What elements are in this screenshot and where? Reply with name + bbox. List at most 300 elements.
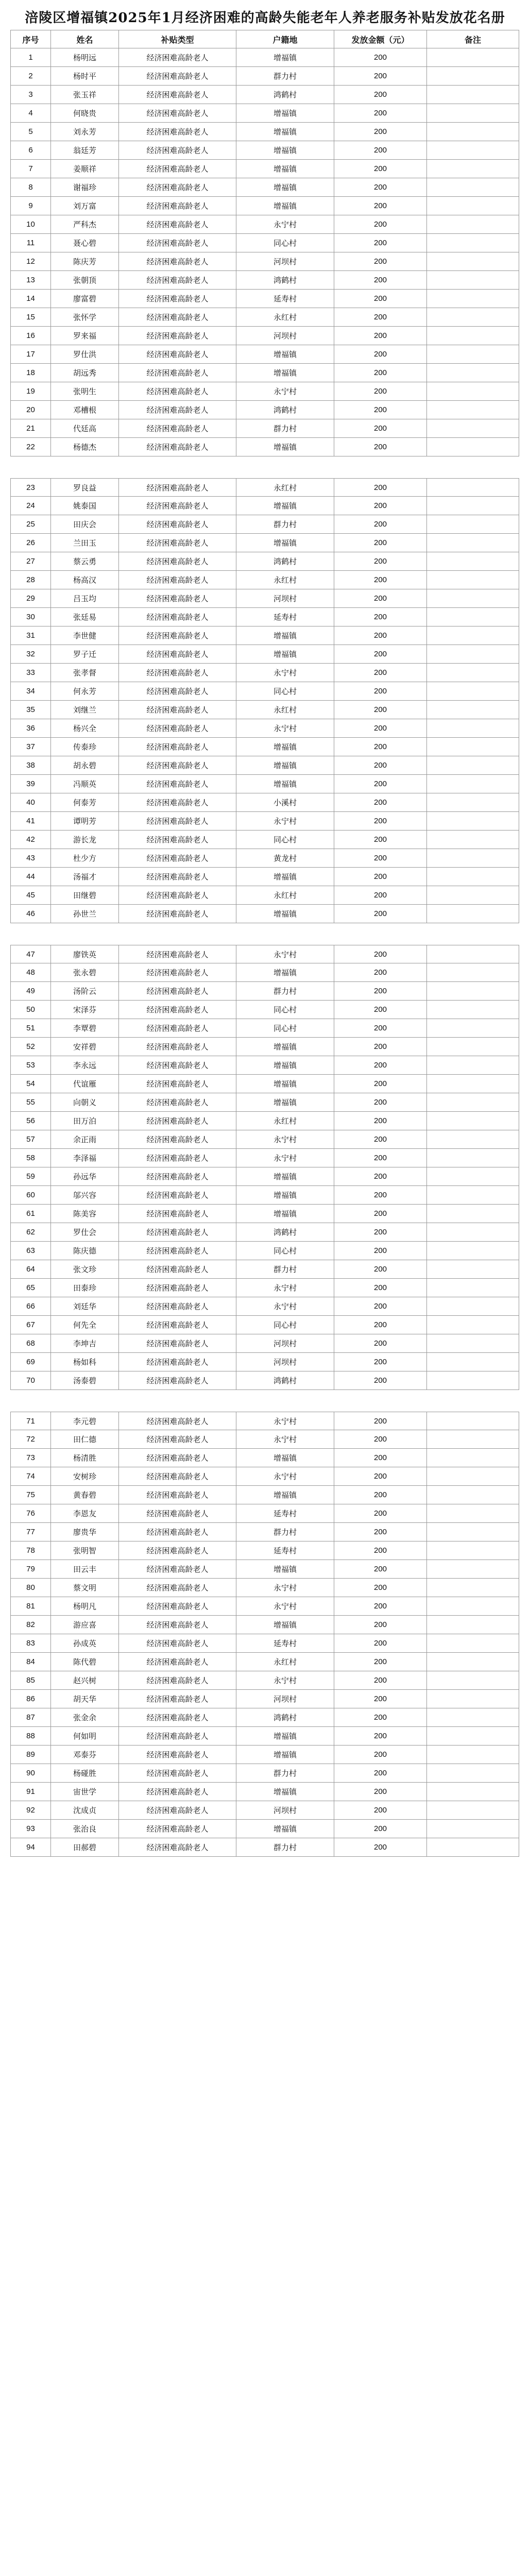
cell-amount: 200	[334, 1727, 426, 1745]
table-row	[10, 682, 519, 701]
cell-subsidy-type: 经济困难高龄老人	[118, 104, 236, 122]
cell-residence: 增福镇	[236, 868, 334, 886]
cell-name: 沈成贞	[50, 1801, 118, 1819]
cell-index: 47	[10, 945, 50, 963]
cell-name: 何永芳	[50, 682, 118, 700]
cell-amount: 200	[334, 1093, 426, 1111]
cell-amount: 200	[334, 345, 426, 363]
table-row	[10, 1130, 519, 1149]
cell-name: 聂心碧	[50, 234, 118, 252]
cell-subsidy-type: 经济困难高龄老人	[118, 1019, 236, 1037]
cell-amount: 200	[334, 197, 426, 215]
cell-index: 33	[10, 664, 50, 682]
cell-remarks	[426, 793, 519, 811]
cell-index: 8	[10, 178, 50, 196]
cell-remarks	[426, 48, 519, 66]
cell-residence: 增福镇	[236, 738, 334, 756]
table-row	[10, 793, 519, 812]
cell-index: 31	[10, 626, 50, 645]
cell-subsidy-type: 经济困难高龄老人	[118, 1634, 236, 1652]
table-row	[10, 234, 519, 252]
table-row	[10, 197, 519, 215]
cell-amount: 200	[334, 1653, 426, 1671]
cell-name: 胡天华	[50, 1690, 118, 1708]
cell-name: 汤阶云	[50, 982, 118, 1000]
cell-residence: 增福镇	[236, 1205, 334, 1223]
cell-remarks	[426, 197, 519, 215]
cell-name: 廖富碧	[50, 290, 118, 308]
table-row	[10, 1430, 519, 1449]
cell-index: 12	[10, 252, 50, 270]
cell-remarks	[426, 1690, 519, 1708]
cell-index: 13	[10, 271, 50, 289]
cell-remarks	[426, 1075, 519, 1093]
cell-remarks	[426, 104, 519, 122]
cell-subsidy-type: 经济困难高龄老人	[118, 1167, 236, 1185]
cell-name: 杨兴全	[50, 719, 118, 737]
cell-name: 邬兴容	[50, 1186, 118, 1204]
cell-amount: 200	[334, 1412, 426, 1430]
cell-subsidy-type: 经济困难高龄老人	[118, 1056, 236, 1074]
cell-remarks	[426, 497, 519, 515]
cell-subsidy-type: 经济困难高龄老人	[118, 1486, 236, 1504]
cell-remarks	[426, 1167, 519, 1185]
cell-name: 孙远华	[50, 1167, 118, 1185]
cell-index: 10	[10, 215, 50, 233]
cell-name: 刘万富	[50, 197, 118, 215]
table-row	[10, 1093, 519, 1112]
cell-subsidy-type: 经济困难高龄老人	[118, 775, 236, 793]
cell-amount: 200	[334, 438, 426, 456]
table-row	[10, 1764, 519, 1783]
cell-remarks	[426, 1093, 519, 1111]
cell-remarks	[426, 479, 519, 496]
cell-name: 赵兴树	[50, 1671, 118, 1689]
table-row	[10, 905, 519, 923]
cell-index: 90	[10, 1764, 50, 1782]
table-row	[10, 160, 519, 178]
cell-index: 28	[10, 571, 50, 589]
table-row	[10, 1056, 519, 1075]
cell-index: 89	[10, 1745, 50, 1764]
cell-index: 62	[10, 1223, 50, 1241]
cell-subsidy-type: 经济困难高龄老人	[118, 290, 236, 308]
cell-amount: 200	[334, 1260, 426, 1278]
cell-subsidy-type: 经济困难高龄老人	[118, 401, 236, 419]
cell-subsidy-type: 经济困难高龄老人	[118, 234, 236, 252]
cell-remarks	[426, 1523, 519, 1541]
cell-residence: 增福镇	[236, 963, 334, 981]
cell-index: 60	[10, 1186, 50, 1204]
cell-name: 孙世兰	[50, 905, 118, 923]
header-subsidy-type: 补贴类型	[118, 30, 236, 48]
header-name: 姓名	[50, 30, 118, 48]
cell-name: 游长龙	[50, 831, 118, 849]
cell-residence: 永宁村	[236, 1579, 334, 1597]
table-row	[10, 327, 519, 345]
cell-residence: 增福镇	[236, 534, 334, 552]
cell-subsidy-type: 经济困难高龄老人	[118, 160, 236, 178]
cell-residence: 黄龙村	[236, 849, 334, 867]
cell-index: 85	[10, 1671, 50, 1689]
roster-table	[10, 30, 519, 1857]
cell-remarks	[426, 775, 519, 793]
cell-remarks	[426, 1579, 519, 1597]
cell-subsidy-type: 经济困难高龄老人	[118, 197, 236, 215]
table-row	[10, 1149, 519, 1167]
table-row	[10, 664, 519, 682]
cell-subsidy-type: 经济困难高龄老人	[118, 308, 236, 326]
cell-amount: 200	[334, 1764, 426, 1782]
cell-residence: 增福镇	[236, 1820, 334, 1838]
table-row	[10, 1316, 519, 1334]
cell-amount: 200	[334, 252, 426, 270]
cell-index: 66	[10, 1297, 50, 1315]
cell-subsidy-type: 经济困难高龄老人	[118, 1727, 236, 1745]
cell-amount: 200	[334, 1671, 426, 1689]
cell-residence: 鸿鹤村	[236, 86, 334, 104]
cell-remarks	[426, 886, 519, 904]
cell-name: 田泰珍	[50, 1279, 118, 1297]
cell-subsidy-type: 经济困难高龄老人	[118, 215, 236, 233]
cell-index: 29	[10, 589, 50, 607]
cell-residence: 增福镇	[236, 905, 334, 923]
cell-name: 吕玉均	[50, 589, 118, 607]
table-row	[10, 775, 519, 793]
cell-name: 张怀学	[50, 308, 118, 326]
table-row	[10, 1260, 519, 1279]
table-row	[10, 1801, 519, 1820]
cell-index: 11	[10, 234, 50, 252]
cell-amount: 200	[334, 290, 426, 308]
cell-index: 27	[10, 552, 50, 570]
cell-name: 张金余	[50, 1708, 118, 1726]
cell-residence: 永宁村	[236, 215, 334, 233]
cell-index: 86	[10, 1690, 50, 1708]
table-row	[10, 1523, 519, 1541]
cell-name: 张廷易	[50, 608, 118, 626]
cell-amount: 200	[334, 67, 426, 85]
cell-index: 87	[10, 1708, 50, 1726]
cell-residence: 永宁村	[236, 1130, 334, 1148]
cell-subsidy-type: 经济困难高龄老人	[118, 67, 236, 85]
cell-remarks	[426, 1430, 519, 1448]
cell-name: 孙成英	[50, 1634, 118, 1652]
cell-amount: 200	[334, 1371, 426, 1389]
cell-index: 30	[10, 608, 50, 626]
table-row	[10, 178, 519, 197]
cell-subsidy-type: 经济困难高龄老人	[118, 1260, 236, 1278]
cell-name: 杨明远	[50, 48, 118, 66]
cell-name: 谭明芳	[50, 812, 118, 830]
table-row	[10, 1504, 519, 1523]
cell-name: 胡永碧	[50, 756, 118, 774]
cell-remarks	[426, 1242, 519, 1260]
cell-name: 代廷高	[50, 419, 118, 437]
cell-remarks	[426, 382, 519, 400]
table-row	[10, 478, 519, 497]
cell-amount: 200	[334, 1597, 426, 1615]
cell-amount: 200	[334, 1056, 426, 1074]
table-row	[10, 589, 519, 608]
cell-residence: 永宁村	[236, 664, 334, 682]
cell-amount: 200	[334, 1430, 426, 1448]
cell-index: 71	[10, 1412, 50, 1430]
cell-subsidy-type: 经济困难高龄老人	[118, 382, 236, 400]
cell-name: 翁廷芳	[50, 141, 118, 159]
cell-residence: 同心村	[236, 1001, 334, 1019]
table-row	[10, 141, 519, 160]
cell-subsidy-type: 经济困难高龄老人	[118, 1838, 236, 1856]
cell-name: 游应喜	[50, 1616, 118, 1634]
cell-index: 2	[10, 67, 50, 85]
cell-amount: 200	[334, 756, 426, 774]
table-row	[10, 1075, 519, 1093]
cell-subsidy-type: 经济困难高龄老人	[118, 812, 236, 830]
cell-amount: 200	[334, 1279, 426, 1297]
cell-amount: 200	[334, 327, 426, 345]
table-row	[10, 1334, 519, 1353]
table-row	[10, 67, 519, 86]
cell-residence: 永宁村	[236, 719, 334, 737]
cell-residence: 鸿鹤村	[236, 552, 334, 570]
cell-subsidy-type: 经济困难高龄老人	[118, 945, 236, 963]
cell-remarks	[426, 1056, 519, 1074]
cell-residence: 增福镇	[236, 1186, 334, 1204]
cell-amount: 200	[334, 1634, 426, 1652]
cell-remarks	[426, 308, 519, 326]
cell-subsidy-type: 经济困难高龄老人	[118, 756, 236, 774]
cell-remarks	[426, 1838, 519, 1856]
cell-subsidy-type: 经济困难高龄老人	[118, 701, 236, 719]
cell-index: 19	[10, 382, 50, 400]
cell-index: 45	[10, 886, 50, 904]
cell-amount: 200	[334, 1541, 426, 1560]
cell-name: 罗子迁	[50, 645, 118, 663]
cell-index: 41	[10, 812, 50, 830]
cell-subsidy-type: 经济困难高龄老人	[118, 1093, 236, 1111]
cell-subsidy-type: 经济困难高龄老人	[118, 1242, 236, 1260]
cell-index: 25	[10, 515, 50, 533]
cell-residence: 增福镇	[236, 1560, 334, 1578]
cell-remarks	[426, 534, 519, 552]
cell-index: 23	[10, 479, 50, 496]
cell-name: 李世健	[50, 626, 118, 645]
cell-index: 75	[10, 1486, 50, 1504]
cell-index: 40	[10, 793, 50, 811]
cell-amount: 200	[334, 419, 426, 437]
cell-remarks	[426, 905, 519, 923]
cell-name: 杨德杰	[50, 438, 118, 456]
table-row	[10, 1467, 519, 1486]
cell-amount: 200	[334, 1690, 426, 1708]
cell-amount: 200	[334, 982, 426, 1000]
cell-name: 蔡文明	[50, 1579, 118, 1597]
table-row	[10, 438, 519, 456]
cell-index: 15	[10, 308, 50, 326]
cell-amount: 200	[334, 1167, 426, 1185]
table-row	[10, 1279, 519, 1297]
cell-subsidy-type: 经济困难高龄老人	[118, 86, 236, 104]
cell-amount: 200	[334, 1523, 426, 1541]
cell-index: 80	[10, 1579, 50, 1597]
table-row	[10, 382, 519, 401]
cell-subsidy-type: 经济困难高龄老人	[118, 608, 236, 626]
cell-residence: 永宁村	[236, 1297, 334, 1315]
cell-subsidy-type: 经济困难高龄老人	[118, 1653, 236, 1671]
cell-remarks	[426, 1727, 519, 1745]
cell-residence: 增福镇	[236, 1486, 334, 1504]
cell-index: 84	[10, 1653, 50, 1671]
cell-subsidy-type: 经济困难高龄老人	[118, 682, 236, 700]
table-row	[10, 215, 519, 234]
cell-amount: 200	[334, 1130, 426, 1148]
cell-index: 1	[10, 48, 50, 66]
table-row	[10, 945, 519, 963]
cell-subsidy-type: 经济困难高龄老人	[118, 1075, 236, 1093]
cell-residence: 永宁村	[236, 1412, 334, 1430]
cell-index: 50	[10, 1001, 50, 1019]
cell-remarks	[426, 234, 519, 252]
cell-amount: 200	[334, 1334, 426, 1352]
cell-residence: 增福镇	[236, 1449, 334, 1467]
cell-amount: 200	[334, 1486, 426, 1504]
cell-amount: 200	[334, 905, 426, 923]
table-row	[10, 1579, 519, 1597]
cell-residence: 增福镇	[236, 1038, 334, 1056]
cell-remarks	[426, 1486, 519, 1504]
cell-residence: 河坝村	[236, 252, 334, 270]
table-row	[10, 1783, 519, 1801]
cell-index: 83	[10, 1634, 50, 1652]
cell-amount: 200	[334, 645, 426, 663]
cell-residence: 同心村	[236, 1316, 334, 1334]
table-row	[10, 401, 519, 419]
cell-index: 57	[10, 1130, 50, 1148]
cell-amount: 200	[334, 1019, 426, 1037]
cell-residence: 增福镇	[236, 626, 334, 645]
cell-name: 刘廷华	[50, 1297, 118, 1315]
cell-residence: 增福镇	[236, 1093, 334, 1111]
cell-residence: 永红村	[236, 479, 334, 496]
cell-name: 田庆会	[50, 515, 118, 533]
cell-remarks	[426, 719, 519, 737]
cell-name: 邓泰芬	[50, 1745, 118, 1764]
cell-residence: 延寿村	[236, 1504, 334, 1522]
cell-index: 4	[10, 104, 50, 122]
cell-subsidy-type: 经济困难高龄老人	[118, 479, 236, 496]
cell-index: 39	[10, 775, 50, 793]
cell-index: 72	[10, 1430, 50, 1448]
cell-name: 罗来福	[50, 327, 118, 345]
cell-subsidy-type: 经济困难高龄老人	[118, 626, 236, 645]
cell-subsidy-type: 经济困难高龄老人	[118, 868, 236, 886]
cell-index: 17	[10, 345, 50, 363]
cell-remarks	[426, 1653, 519, 1671]
table-row	[10, 1486, 519, 1504]
cell-subsidy-type: 经济困难高龄老人	[118, 1671, 236, 1689]
cell-remarks	[426, 1038, 519, 1056]
cell-remarks	[426, 141, 519, 159]
cell-remarks	[426, 831, 519, 849]
cell-name: 李元碧	[50, 1412, 118, 1430]
cell-name: 田仁德	[50, 1430, 118, 1448]
table-row	[10, 104, 519, 123]
cell-remarks	[426, 1334, 519, 1352]
cell-index: 32	[10, 645, 50, 663]
cell-index: 16	[10, 327, 50, 345]
cell-name: 向朝义	[50, 1093, 118, 1111]
cell-residence: 永宁村	[236, 1149, 334, 1167]
table-row	[10, 290, 519, 308]
cell-residence: 河坝村	[236, 589, 334, 607]
table-row	[10, 886, 519, 905]
table-row	[10, 1242, 519, 1260]
cell-amount: 200	[334, 534, 426, 552]
cell-index: 58	[10, 1149, 50, 1167]
cell-subsidy-type: 经济困难高龄老人	[118, 1560, 236, 1578]
cell-index: 55	[10, 1093, 50, 1111]
cell-residence: 永红村	[236, 308, 334, 326]
cell-remarks	[426, 849, 519, 867]
cell-remarks	[426, 1504, 519, 1522]
cell-remarks	[426, 1541, 519, 1560]
cell-subsidy-type: 经济困难高龄老人	[118, 719, 236, 737]
cell-index: 82	[10, 1616, 50, 1634]
cell-amount: 200	[334, 1745, 426, 1764]
cell-amount: 200	[334, 1297, 426, 1315]
table-row	[10, 1297, 519, 1316]
cell-index: 49	[10, 982, 50, 1000]
cell-subsidy-type: 经济困难高龄老人	[118, 534, 236, 552]
cell-amount: 200	[334, 1075, 426, 1093]
cell-name: 代谊雁	[50, 1075, 118, 1093]
table-row	[10, 1205, 519, 1223]
table-row	[10, 345, 519, 364]
cell-subsidy-type: 经济困难高龄老人	[118, 271, 236, 289]
cell-amount: 200	[334, 1579, 426, 1597]
cell-residence: 增福镇	[236, 364, 334, 382]
cell-amount: 200	[334, 1708, 426, 1726]
cell-subsidy-type: 经济困难高龄老人	[118, 419, 236, 437]
cell-name: 宋泽芬	[50, 1001, 118, 1019]
cell-remarks	[426, 1412, 519, 1430]
cell-index: 3	[10, 86, 50, 104]
cell-remarks	[426, 1112, 519, 1130]
cell-subsidy-type: 经济困难高龄老人	[118, 1412, 236, 1430]
cell-index: 77	[10, 1523, 50, 1541]
cell-name: 陈代碧	[50, 1653, 118, 1671]
cell-index: 88	[10, 1727, 50, 1745]
cell-residence: 永红村	[236, 1112, 334, 1130]
table-row	[10, 86, 519, 104]
cell-subsidy-type: 经济困难高龄老人	[118, 664, 236, 682]
cell-remarks	[426, 1449, 519, 1467]
cell-subsidy-type: 经济困难高龄老人	[118, 1001, 236, 1019]
cell-name: 陈美容	[50, 1205, 118, 1223]
cell-residence: 增福镇	[236, 1616, 334, 1634]
table-row	[10, 552, 519, 571]
cell-name: 安树珍	[50, 1467, 118, 1485]
cell-name: 蔡云勇	[50, 552, 118, 570]
cell-residence: 永宁村	[236, 945, 334, 963]
cell-subsidy-type: 经济困难高龄老人	[118, 793, 236, 811]
cell-name: 陈庆德	[50, 1242, 118, 1260]
cell-remarks	[426, 290, 519, 308]
cell-name: 杨时平	[50, 67, 118, 85]
cell-index: 79	[10, 1560, 50, 1578]
cell-subsidy-type: 经济困难高龄老人	[118, 497, 236, 515]
